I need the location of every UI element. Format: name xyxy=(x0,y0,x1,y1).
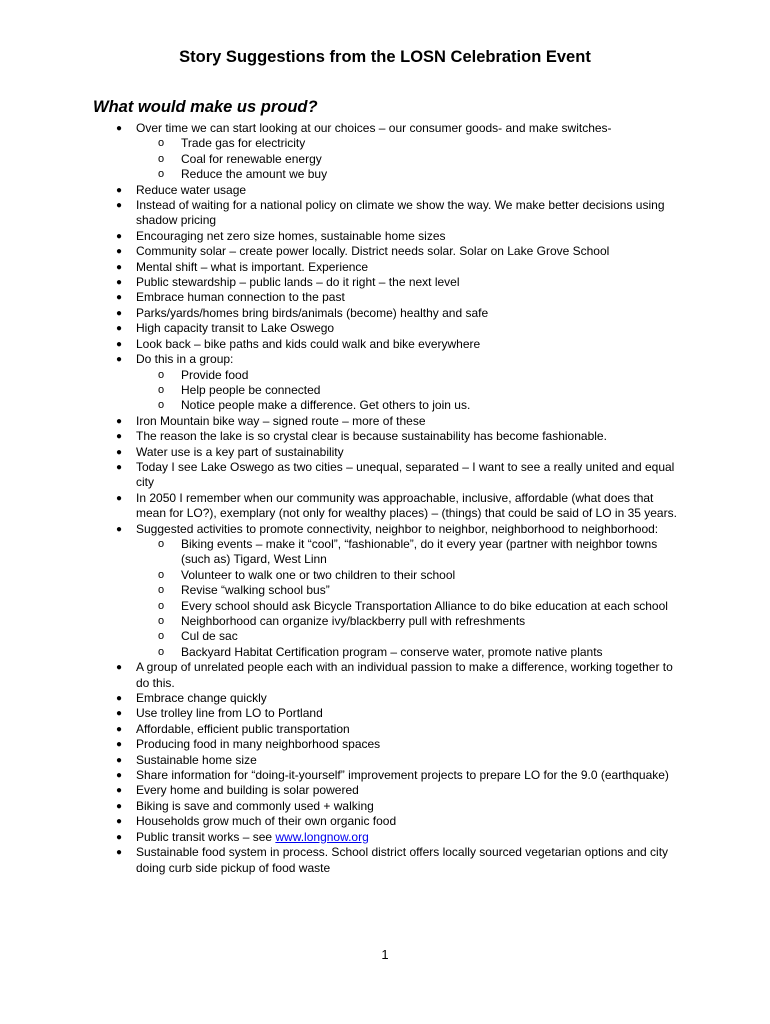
list-item xyxy=(0,429,770,444)
list-item-text: Do this in a group: xyxy=(136,352,234,367)
list-item xyxy=(0,275,770,290)
bullet-icon: ● xyxy=(116,816,123,828)
page-number: 1 xyxy=(381,947,389,962)
list-item xyxy=(0,121,770,136)
list-item xyxy=(0,244,770,259)
bullet-icon: ● xyxy=(116,754,123,766)
website-link[interactable]: www.longnow.org xyxy=(275,829,369,844)
list-item xyxy=(0,814,770,829)
list-item xyxy=(0,414,770,429)
list-item-text: Embrace human connection to the past xyxy=(136,290,345,305)
list-item-text: Share information for “doing-it-yourself” improvement projects to prepare LO for the 9.0 (earthquake) xyxy=(136,768,669,783)
list-item-text: In 2050 I remember when our community was approachable, inclusive, affordable (what does that mean for LO?), exemplary (not only for wealthy places) – (things) that could be said of LO in 35 years. xyxy=(136,490,677,521)
list-item-text: Parks/yards/homes bring birds/animals (become) healthy and safe xyxy=(136,305,489,320)
list-item xyxy=(0,783,770,798)
bullet-icon: ● xyxy=(116,800,123,812)
list-item-text: Provide food xyxy=(181,367,249,382)
list-item xyxy=(0,737,770,752)
list-item-text: Trade gas for electricity xyxy=(181,136,306,151)
bullet-icon: ● xyxy=(116,831,123,843)
bullet-icon: ● xyxy=(116,415,123,427)
list-item xyxy=(0,830,770,845)
list-item-text: Public transit works – see xyxy=(136,829,276,844)
list-item-text: Instead of waiting for a national policy on climate we show the way. We make better decisions using shadow pricing xyxy=(136,198,665,228)
list-item xyxy=(0,845,770,876)
list-item-text: Today I see Lake Oswego as two cities – unequal, separated – I want to see a really united and equal city xyxy=(136,459,675,490)
list-item-text: Encouraging net zero size homes, sustainable home sizes xyxy=(136,228,446,243)
section-heading: What would make us proud? xyxy=(93,98,318,116)
sub-bullet-icon: o xyxy=(158,645,165,658)
list-item xyxy=(0,522,770,537)
bullet-icon: ● xyxy=(116,662,123,674)
bullet-icon: ● xyxy=(116,354,123,366)
bullet-icon: ● xyxy=(116,261,123,273)
bullet-icon: ● xyxy=(116,292,123,304)
list-item xyxy=(0,198,770,229)
list-item-text: Iron Mountain bike way – signed route – more of these xyxy=(136,413,426,428)
list-item-text: Notice people make a difference. Get others to join us. xyxy=(181,398,471,413)
bullet-icon: ● xyxy=(116,230,123,242)
list-item-text: Sustainable home size xyxy=(136,752,257,767)
list-item-text: Mental shift – what is important. Experience xyxy=(136,259,369,274)
list-item-text: Revise “walking school bus” xyxy=(181,583,330,598)
sub-list-item xyxy=(0,383,770,398)
list-item xyxy=(0,768,770,783)
bullet-list xyxy=(0,121,770,876)
list-item xyxy=(0,799,770,814)
list-item-text: Affordable, efficient public transportation xyxy=(136,721,350,736)
sub-bullet-icon: o xyxy=(158,568,165,581)
bullet-icon: ● xyxy=(116,523,123,535)
sub-list-item xyxy=(0,645,770,660)
list-item xyxy=(0,691,770,706)
bullet-icon: ● xyxy=(116,338,123,350)
document-title: Story Suggestions from the LOSN Celebration Event xyxy=(179,48,591,66)
list-item-text: Use trolley line from LO to Portland xyxy=(136,706,323,721)
list-item-text: Community solar – create power locally. District needs solar. Solar on Lake Grove School xyxy=(136,244,610,259)
sub-list-item xyxy=(0,167,770,182)
list-item xyxy=(0,321,770,336)
sub-bullet-icon: o xyxy=(158,630,165,643)
sub-bullet-icon: o xyxy=(158,152,165,165)
list-item-text: Producing food in many neighborhood spaces xyxy=(136,737,381,752)
sub-list-item xyxy=(0,599,770,614)
sub-bullet-icon: o xyxy=(158,168,165,181)
sub-list-item xyxy=(0,368,770,383)
sub-bullet-icon: o xyxy=(158,137,165,150)
bullet-icon: ● xyxy=(116,323,123,335)
list-item xyxy=(0,460,770,491)
sub-list-item xyxy=(0,136,770,151)
bullet-icon: ● xyxy=(116,770,123,782)
bullet-icon: ● xyxy=(116,277,123,289)
list-item-text: Households grow much of their own organic food xyxy=(136,814,397,829)
list-item xyxy=(0,306,770,321)
list-item xyxy=(0,229,770,244)
bullet-icon: ● xyxy=(116,461,123,473)
bullet-icon: ● xyxy=(116,184,123,196)
bullet-icon: ● xyxy=(116,785,123,797)
sub-bullet-icon: o xyxy=(158,383,165,396)
sub-bullet-icon: o xyxy=(158,537,165,550)
list-item-text: Water use is a key part of sustainability xyxy=(136,444,344,459)
list-item xyxy=(0,183,770,198)
sub-bullet-icon: o xyxy=(158,368,165,381)
list-item-text: A group of unrelated people each with an individual passion to make a difference, working together to do this. xyxy=(136,660,673,690)
bullet-icon: ● xyxy=(116,123,123,134)
sub-list-item xyxy=(0,537,770,568)
bullet-icon: ● xyxy=(116,446,123,458)
list-item-text: Every school should ask Bicycle Transportation Alliance to do bike education at each school xyxy=(181,598,668,613)
sub-bullet-icon: o xyxy=(158,599,165,612)
list-item-text: Public stewardship – public lands – do it right – the next level xyxy=(136,275,460,290)
list-item-text: Cul de sac xyxy=(181,629,238,644)
bullet-icon: ● xyxy=(116,307,123,319)
list-item xyxy=(0,660,770,691)
list-item-text: Look back – bike paths and kids could walk and bike everywhere xyxy=(136,336,481,351)
bullet-icon: ● xyxy=(116,431,123,443)
sub-list-item xyxy=(0,629,770,644)
sub-bullet-icon: o xyxy=(158,615,165,627)
list-item xyxy=(0,290,770,305)
list-item-text: Backyard Habitat Certification program – conserve water, promote native plants xyxy=(181,644,603,659)
list-item-text: Coal for renewable energy xyxy=(181,151,322,166)
list-item xyxy=(0,722,770,737)
bullet-icon: ● xyxy=(116,200,123,212)
list-item-text: Reduce the amount we buy xyxy=(181,167,328,182)
bullet-icon: ● xyxy=(116,847,123,859)
list-item xyxy=(0,337,770,352)
list-item-text: Reduce water usage xyxy=(136,182,247,197)
list-item xyxy=(0,753,770,768)
list-item-text: The reason the lake is so crystal clear is because sustainability has become fashionable. xyxy=(136,429,607,444)
list-item-text: Volunteer to walk one or two children to their school xyxy=(181,567,456,582)
list-item-text: Every home and building is solar powered xyxy=(136,783,359,798)
bullet-icon: ● xyxy=(116,739,123,751)
list-item-text: Neighborhood can organize ivy/blackberry pull with refreshments xyxy=(181,614,526,628)
list-item-text: Biking events – make it “cool”, “fashionable”, do it every year (partner with neighbor towns (such as) Tigard, West Linn xyxy=(181,536,658,567)
sub-list-item xyxy=(0,398,770,413)
list-item xyxy=(0,445,770,460)
list-item-text: Suggested activities to promote connectivity, neighbor to neighbor, neighborhood to neighborhood: xyxy=(136,521,659,536)
bullet-icon: ● xyxy=(116,723,123,735)
list-item-text: Help people be connected xyxy=(181,382,321,397)
sub-bullet-icon: o xyxy=(158,584,165,597)
sub-bullet-icon: o xyxy=(158,399,165,412)
bullet-icon: ● xyxy=(116,492,123,504)
list-item-text: Over time we can start looking at our choices – our consumer goods- and make switches- xyxy=(136,121,612,135)
list-item-text: High capacity transit to Lake Oswego xyxy=(136,321,335,336)
bullet-icon: ● xyxy=(116,246,123,258)
list-item-text: Embrace change quickly xyxy=(136,691,267,706)
sub-list-item xyxy=(0,568,770,583)
sub-list-item xyxy=(0,583,770,598)
sub-list-item xyxy=(0,152,770,167)
list-item xyxy=(0,352,770,367)
bullet-icon: ● xyxy=(116,693,123,705)
list-item-text: Biking is save and commonly used + walking xyxy=(136,798,374,813)
list-item xyxy=(0,491,770,522)
list-item xyxy=(0,260,770,275)
list-item-text: Sustainable food system in process. School district offers locally sourced vegetarian options and city doing curb side pickup of food waste xyxy=(136,845,669,875)
list-item xyxy=(0,706,770,721)
bullet-icon: ● xyxy=(116,708,123,720)
sub-list-item xyxy=(0,614,770,629)
